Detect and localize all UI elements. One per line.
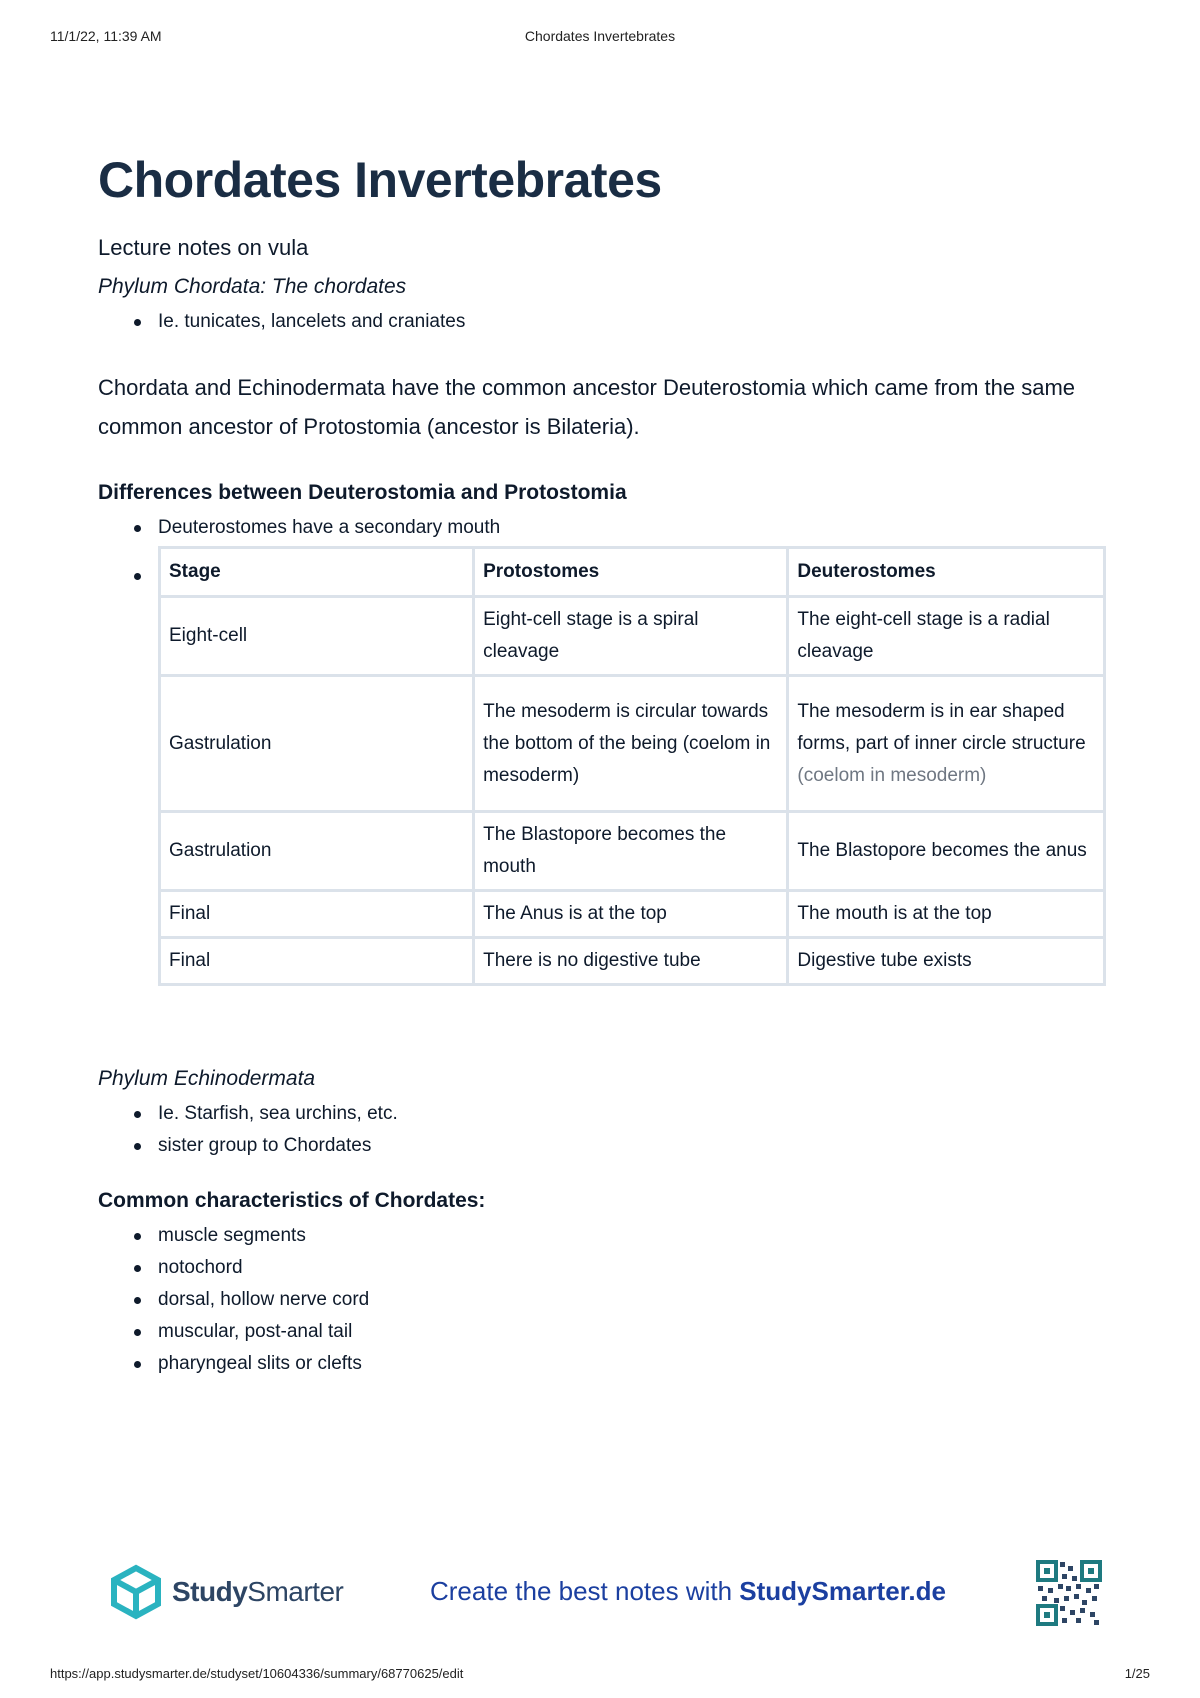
table-cell: Digestive tube exists — [788, 938, 1105, 985]
table-cell: Gastrulation — [160, 812, 474, 891]
list-item: notochord — [158, 1252, 1108, 1284]
table-row — [160, 812, 1105, 891]
table-header-cell: Stage — [160, 548, 474, 597]
table-cell: Final — [160, 891, 474, 938]
differences-heading: Differences between Deuterostomia and Protostomia — [98, 481, 627, 504]
comparison-table — [158, 546, 1106, 986]
document-body — [98, 150, 1108, 1380]
table-cell: Gastrulation — [160, 676, 474, 812]
phylum-echinodermata-heading: Phylum Echinodermata — [98, 1067, 316, 1090]
table-row — [160, 938, 1105, 985]
list-item: Deuterostomes have a secondary mouth — [158, 512, 1108, 544]
promo-footer — [0, 1560, 1200, 1640]
table-cell: The eight-cell stage is a radial cleavage — [788, 597, 1105, 676]
list-item: sister group to Chordates — [158, 1130, 1108, 1162]
print-date: 11/1/22, 11:39 AM — [50, 28, 162, 44]
chordata-list — [98, 306, 1108, 338]
table-header-row — [160, 548, 1105, 597]
table-cell: The Blastopore becomes the anus — [788, 812, 1105, 891]
table-header-cell: Protostomes — [474, 548, 788, 597]
ancestor-paragraph: Chordata and Echinodermata have the common ancestor Deuterostomia which came from the same common ancestor of Protostomia (ancestor is Bilateria). — [98, 375, 1076, 439]
page-title: Chordates Invertebrates — [98, 152, 662, 208]
table-header-cell: Deuterostomes — [788, 548, 1105, 597]
page-url: https://app.studysmarter.de/studyset/10604336/summary/68770625/edit — [50, 1666, 464, 1681]
cta-text[interactable] — [430, 1576, 946, 1607]
page-number: 1/25 — [1124, 1666, 1150, 1681]
table-cell: Final — [160, 938, 474, 985]
table-cell: There is no digestive tube — [474, 938, 788, 985]
list-item: dorsal, hollow nerve cord — [158, 1284, 1108, 1316]
bullet-icon — [134, 573, 141, 580]
list-item: muscle segments — [158, 1220, 1108, 1252]
table-row — [160, 597, 1105, 676]
phylum-chordata-heading: Phylum Chordata: The chordates — [98, 275, 407, 298]
qr-code-icon[interactable] — [1036, 1560, 1102, 1626]
muted-note: (coelom in mesoderm) — [797, 764, 987, 786]
common-characteristics-heading: Common characteristics of Chordates: — [98, 1189, 486, 1212]
subtitle: Lecture notes on vula — [98, 235, 309, 260]
table-cell: The Blastopore becomes the mouth — [474, 812, 788, 891]
table-cell: Eight-cell — [160, 597, 474, 676]
comparison-table-wrap — [158, 546, 1108, 986]
characteristics-list — [98, 1220, 1108, 1380]
print-title: Chordates Invertebrates — [524, 28, 676, 44]
differences-list — [98, 512, 1108, 544]
brand-name — [172, 1576, 343, 1608]
brand-bold: Study — [172, 1576, 248, 1607]
table-cell: Eight-cell stage is a spiral cleavage — [474, 597, 788, 676]
list-item: muscular, post-anal tail — [158, 1316, 1108, 1348]
echinodermata-list — [98, 1098, 1108, 1162]
list-item: pharyngeal slits or clefts — [158, 1348, 1108, 1380]
table-cell: The mouth is at the top — [788, 891, 1105, 938]
cta-brand-link[interactable]: StudySmarter.de — [739, 1576, 946, 1606]
list-item: Ie. tunicates, lancelets and craniates — [158, 306, 1108, 338]
brand-light: Smarter — [247, 1576, 344, 1607]
list-item: Ie. Starfish, sea urchins, etc. — [158, 1098, 1108, 1130]
table-cell: The Anus is at the top — [474, 891, 788, 938]
table-cell: The mesoderm is circular towards the bottom of the being (coelom in mesoderm) — [474, 676, 788, 812]
table-cell — [788, 676, 1105, 812]
studysmarter-logo[interactable] — [108, 1564, 348, 1620]
print-header — [50, 28, 1150, 48]
table-row — [160, 891, 1105, 938]
cube-logo-icon — [108, 1564, 164, 1620]
cta-prefix: Create the best notes with — [430, 1576, 740, 1606]
table-cell-text: The mesoderm is in ear shaped forms, part of inner circle structure — [797, 700, 1086, 754]
table-row — [160, 676, 1105, 812]
